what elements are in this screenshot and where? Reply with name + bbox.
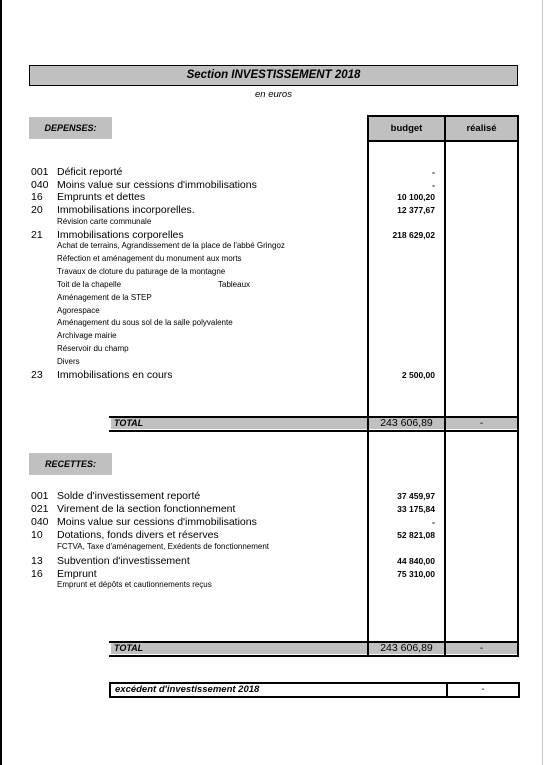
row-code: 23: [31, 369, 43, 381]
row-label: Subvention d'investissement: [57, 555, 190, 567]
sub-item: FCTVA, Taxe d'aménagement, Exédents de fonctionnement: [57, 542, 270, 551]
row-code: 001: [31, 166, 49, 178]
row-label: Emprunts et dettes: [57, 191, 146, 203]
sub-item: Toit de la chapelle: [57, 280, 122, 289]
recettes-row: [31, 490, 435, 503]
row-code: 13: [31, 555, 43, 567]
depenses-total-realise: -: [446, 418, 517, 429]
section-title: Section INVESTISSEMENT 2018: [29, 65, 518, 86]
row-label: Immobilisations corporelles: [57, 229, 184, 241]
row-code: 10: [31, 529, 43, 541]
row-code: 16: [31, 191, 43, 203]
sub-item: Emprunt et dépôts et cautionnements reçus: [57, 580, 212, 589]
row-amount: 33 175,84: [397, 504, 435, 514]
sub-item: Agorespace: [57, 306, 100, 315]
row-amount: 218 629,02: [392, 230, 435, 240]
budget-column-header: budget: [369, 117, 444, 140]
recettes-row: [31, 529, 435, 542]
row-code: 021: [31, 503, 49, 515]
row-code: 20: [31, 204, 43, 216]
realise-column-header: réalisé: [446, 117, 517, 140]
sub-item: Révision carte communale: [57, 217, 152, 226]
row-label: Emprunt: [57, 568, 97, 580]
row-code: 16: [31, 568, 43, 580]
depenses-total-label: TOTAL: [111, 418, 367, 429]
currency-subtitle: en euros: [255, 89, 292, 100]
sub-item-extra: Tableaux: [218, 280, 251, 289]
depenses-label: DEPENSES:: [29, 117, 112, 139]
sub-item: Réfection et aménagement du monument aux morts: [57, 254, 242, 263]
sub-item: Travaux de cloture du paturage de la montagne: [57, 267, 226, 276]
row-amount: -: [432, 180, 435, 190]
recettes-total-realise: -: [446, 643, 517, 654]
table-top-border: [367, 115, 519, 117]
excedent-box: [109, 682, 520, 698]
recettes-row: [31, 555, 435, 568]
sub-item: Divers: [57, 357, 80, 366]
recettes-label: RECETTES:: [29, 453, 112, 475]
row-code: 001: [31, 490, 49, 502]
row-label: Immobilisations incorporelles.: [57, 204, 195, 216]
row-amount: 12 377,67: [397, 205, 435, 215]
depenses-row: [31, 166, 435, 179]
depenses-total-bottom-border: [109, 430, 519, 432]
row-label: Solde d'investissement reporté: [57, 490, 201, 502]
budget-realise-divider: [444, 115, 446, 656]
recettes-total-bottom-border: [109, 655, 519, 657]
recettes-total-label: TOTAL: [111, 643, 367, 654]
excedent-label: excédent d'investissement 2018: [115, 684, 260, 695]
sub-item: Achat de terrains, Agrandissement de la place de l'abbé Gringoz: [57, 241, 285, 250]
row-label: Immobilisations en cours: [57, 369, 173, 381]
row-amount: 2 500,00: [401, 370, 435, 380]
recettes-row: [31, 503, 435, 516]
depenses-row: [31, 204, 435, 217]
header-bottom-border: [367, 140, 519, 142]
row-amount: -: [432, 517, 435, 527]
sub-item: Réservoir du champ: [57, 344, 129, 353]
recettes-row: [31, 516, 435, 529]
row-amount: 10 100,20: [397, 192, 435, 202]
page-left-border: [0, 0, 2, 765]
row-code: 21: [31, 229, 43, 241]
row-amount: 52 821,08: [397, 530, 435, 540]
depenses-row: [31, 369, 435, 382]
sub-item: Aménagement du sous sol de la salle polyvalente: [57, 318, 233, 327]
sub-item: Aménagement de la STEP: [57, 293, 152, 302]
page-right-edge: [542, 0, 543, 765]
realise-right-border: [517, 115, 519, 656]
row-label: Dotations, fonds divers et réserves: [57, 529, 219, 541]
sub-item: Archivage mairie: [57, 331, 117, 340]
row-code: 040: [31, 516, 49, 528]
row-label: Déficit reporté: [57, 166, 123, 178]
excedent-value: -: [481, 684, 485, 695]
row-label: Moins value sur cessions d'immobilisations: [57, 179, 257, 191]
row-label: Virement de la section fonctionnement: [57, 503, 236, 515]
row-amount: 75 310,00: [397, 569, 435, 579]
recettes-total-budget: 243 606,89: [369, 643, 444, 654]
depenses-row: [31, 191, 435, 204]
row-amount: 37 459,97: [397, 491, 435, 501]
row-code: 040: [31, 179, 49, 191]
row-label: Moins value sur cessions d'immobilisations: [57, 516, 257, 528]
row-amount: 44 840,00: [397, 556, 435, 566]
row-amount: -: [432, 167, 435, 177]
depenses-total-budget: 243 606,89: [369, 418, 444, 429]
